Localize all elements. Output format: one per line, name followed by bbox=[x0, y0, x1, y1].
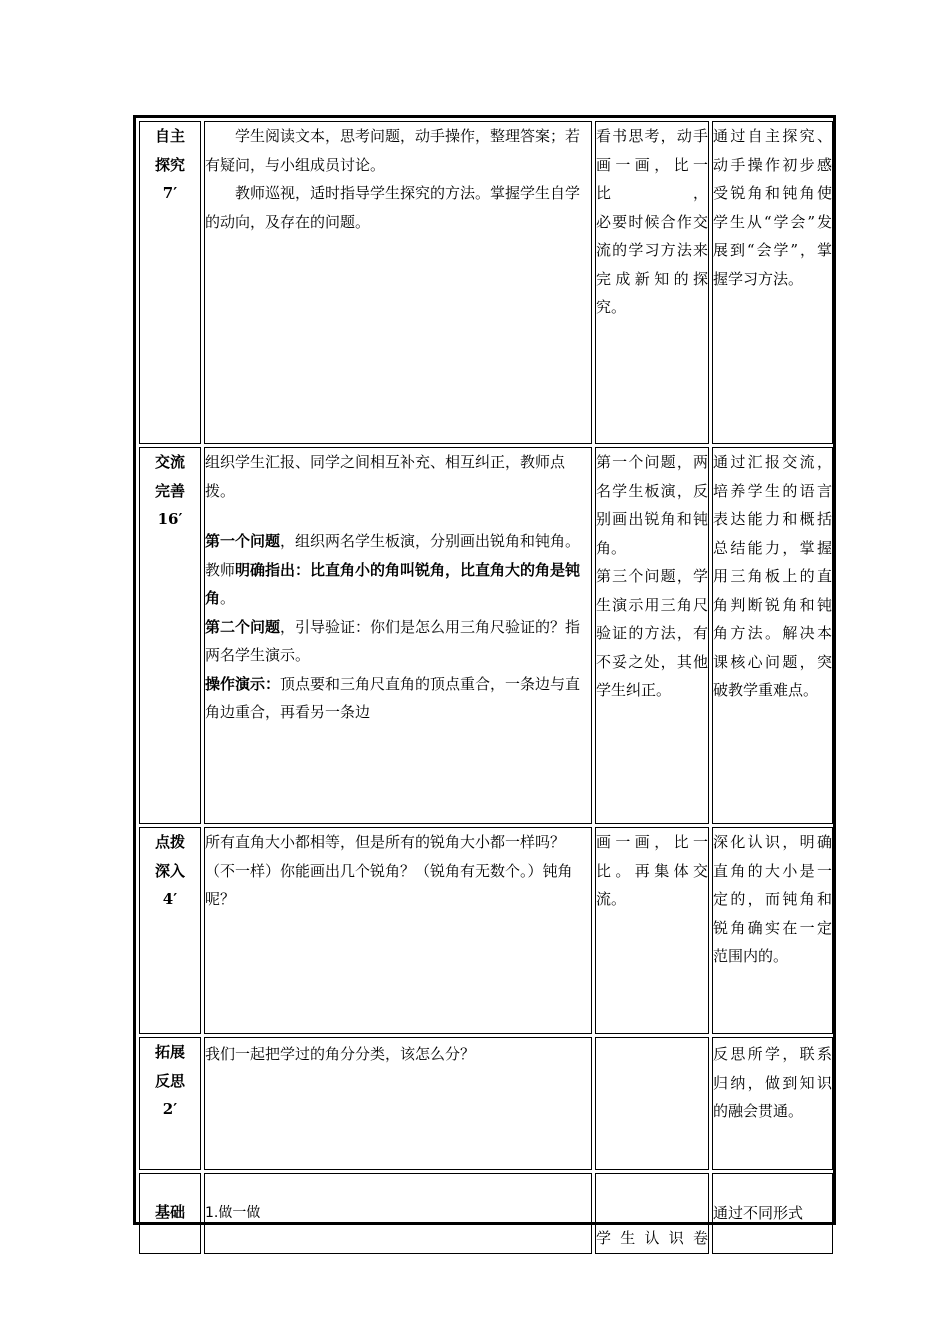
lesson-plan-table bbox=[136, 118, 836, 1257]
student-paragraph: 第一个问题，两名学生板演，反别画出锐角和钝角。 bbox=[596, 453, 708, 557]
question-two-paragraph bbox=[205, 613, 591, 670]
table-row bbox=[139, 1037, 833, 1170]
student-paragraph: 学生认识卷 bbox=[596, 1229, 708, 1247]
stage-cell bbox=[139, 827, 201, 1034]
stage-cell bbox=[139, 121, 201, 444]
stage-cell bbox=[139, 1173, 201, 1254]
stage-line: 自主 bbox=[154, 127, 185, 145]
teacher-paragraph: 1.做一做 bbox=[205, 1205, 261, 1221]
student-activity-cell bbox=[595, 1037, 709, 1170]
question-one-paragraph: 第一个问题，组织两名学生板演，分别画出锐角和钝角。教师明确指出：比直角小的角叫锐角，比直角大的角是钝角。 bbox=[205, 532, 581, 607]
design-intent-cell bbox=[712, 121, 833, 444]
operation-paragraph bbox=[205, 670, 591, 727]
stage-cell bbox=[139, 1037, 201, 1170]
teacher-activity-cell bbox=[204, 1173, 592, 1254]
stage-line: 深入 bbox=[154, 861, 185, 880]
stage-time: 4′ bbox=[162, 890, 178, 908]
intent-paragraph: 反思所学，联系归纳，做到知识的融会贯通。 bbox=[713, 1045, 832, 1120]
teacher-paragraph: 教师巡视，适时指导学生探究的方法。掌握学生自学的动向，及存在的问题。 bbox=[205, 184, 581, 231]
student-paragraph: 画一画，比一比。再集体交流。 bbox=[596, 833, 708, 908]
student-activity-cell bbox=[595, 447, 709, 824]
stage-line: 反思 bbox=[154, 1071, 185, 1090]
student-activity-cell bbox=[595, 121, 709, 444]
table-row bbox=[139, 827, 833, 1034]
stage-line: 交流 bbox=[154, 453, 185, 471]
stage-line: 拓展 bbox=[154, 1043, 185, 1061]
question-two-text: ，引导验证：你们是怎么用三角尺验证的？指两名学生演示。 bbox=[205, 617, 581, 664]
student-paragraph: 第三个问题，学生演示用三角尺验证的方法，有不妥之处，其他学生纠正。 bbox=[596, 567, 708, 699]
question-one-text: ，组织两名学生板演，分别画出锐角和钝角。教师 bbox=[205, 532, 581, 579]
stage-time: 2′ bbox=[162, 1100, 178, 1118]
stage-line: 基础 bbox=[154, 1203, 185, 1221]
question-one-emphasis: 明确指出：比直角小的角叫锐角，比直角大的角是钝角 bbox=[205, 560, 581, 607]
student-paragraph: 看书思考，动手画一画，比一比， bbox=[596, 127, 708, 202]
intent-paragraph: 通过汇报交流，培养学生的语言表达能力和概括总结能力，掌握用三角板上的直角判断锐角和钝角方法。解决本课核心问题，突破教学重难点。 bbox=[713, 453, 832, 699]
teacher-paragraph: 学生阅读文本，思考问题，动手操作，整理答案；若有疑问，与小组成员讨论。 bbox=[205, 127, 581, 174]
table-row bbox=[139, 121, 833, 444]
teacher-paragraph: 组织学生汇报、同学之间相互补充、相互纠正，教师点拨。 bbox=[205, 453, 566, 500]
operation-label: 操作演示： bbox=[205, 674, 281, 693]
table-row bbox=[139, 447, 833, 824]
stage-line: 完善 bbox=[154, 481, 185, 500]
stage-time: 16′ bbox=[157, 510, 183, 528]
intent-paragraph: 通过自主探究、动手操作初步感受锐角和钝角使学生从“学会”发展到“会学”，掌握学习方法。 bbox=[713, 127, 832, 288]
intent-paragraph: 通过不同形式 bbox=[713, 1204, 804, 1222]
teacher-paragraph: 我们一起把学过的角分分类，该怎么分？ bbox=[205, 1045, 476, 1063]
design-intent-cell bbox=[712, 827, 833, 1034]
design-intent-cell bbox=[712, 1037, 833, 1170]
design-intent-cell bbox=[712, 1173, 833, 1254]
table-row bbox=[139, 1173, 833, 1254]
stage-line: 探究 bbox=[154, 155, 185, 174]
teacher-activity-cell bbox=[204, 121, 592, 444]
student-paragraph: 必要时候合作交流的学习方法来完成新知的探究。 bbox=[596, 212, 708, 316]
student-activity-cell bbox=[595, 1173, 709, 1254]
question-one-label: 第一个问题 bbox=[205, 532, 281, 550]
teacher-paragraph: 所有直角大小都相等，但是所有的锐角大小都一样吗？（不一样）你能画出几个锐角？（锐角有无数个。）钝角呢？ bbox=[205, 833, 573, 908]
student-activity-cell bbox=[595, 827, 709, 1034]
teacher-activity-cell bbox=[204, 447, 592, 824]
intent-paragraph: 深化认识，明确直角的大小是一定的，而钝角和锐角确实在一定范围内的。 bbox=[713, 833, 832, 965]
stage-cell bbox=[139, 447, 201, 824]
stage-time: 7′ bbox=[162, 184, 178, 202]
operation-text: 顶点要和三角尺直角的顶点重合，一条边与直角边重合，再看另一条边 bbox=[205, 674, 581, 721]
question-two-label: 第二个问题 bbox=[205, 617, 281, 636]
stage-line: 点拨 bbox=[154, 833, 185, 851]
teacher-activity-cell bbox=[204, 1037, 592, 1170]
design-intent-cell bbox=[712, 447, 833, 824]
teacher-activity-cell bbox=[204, 827, 592, 1034]
